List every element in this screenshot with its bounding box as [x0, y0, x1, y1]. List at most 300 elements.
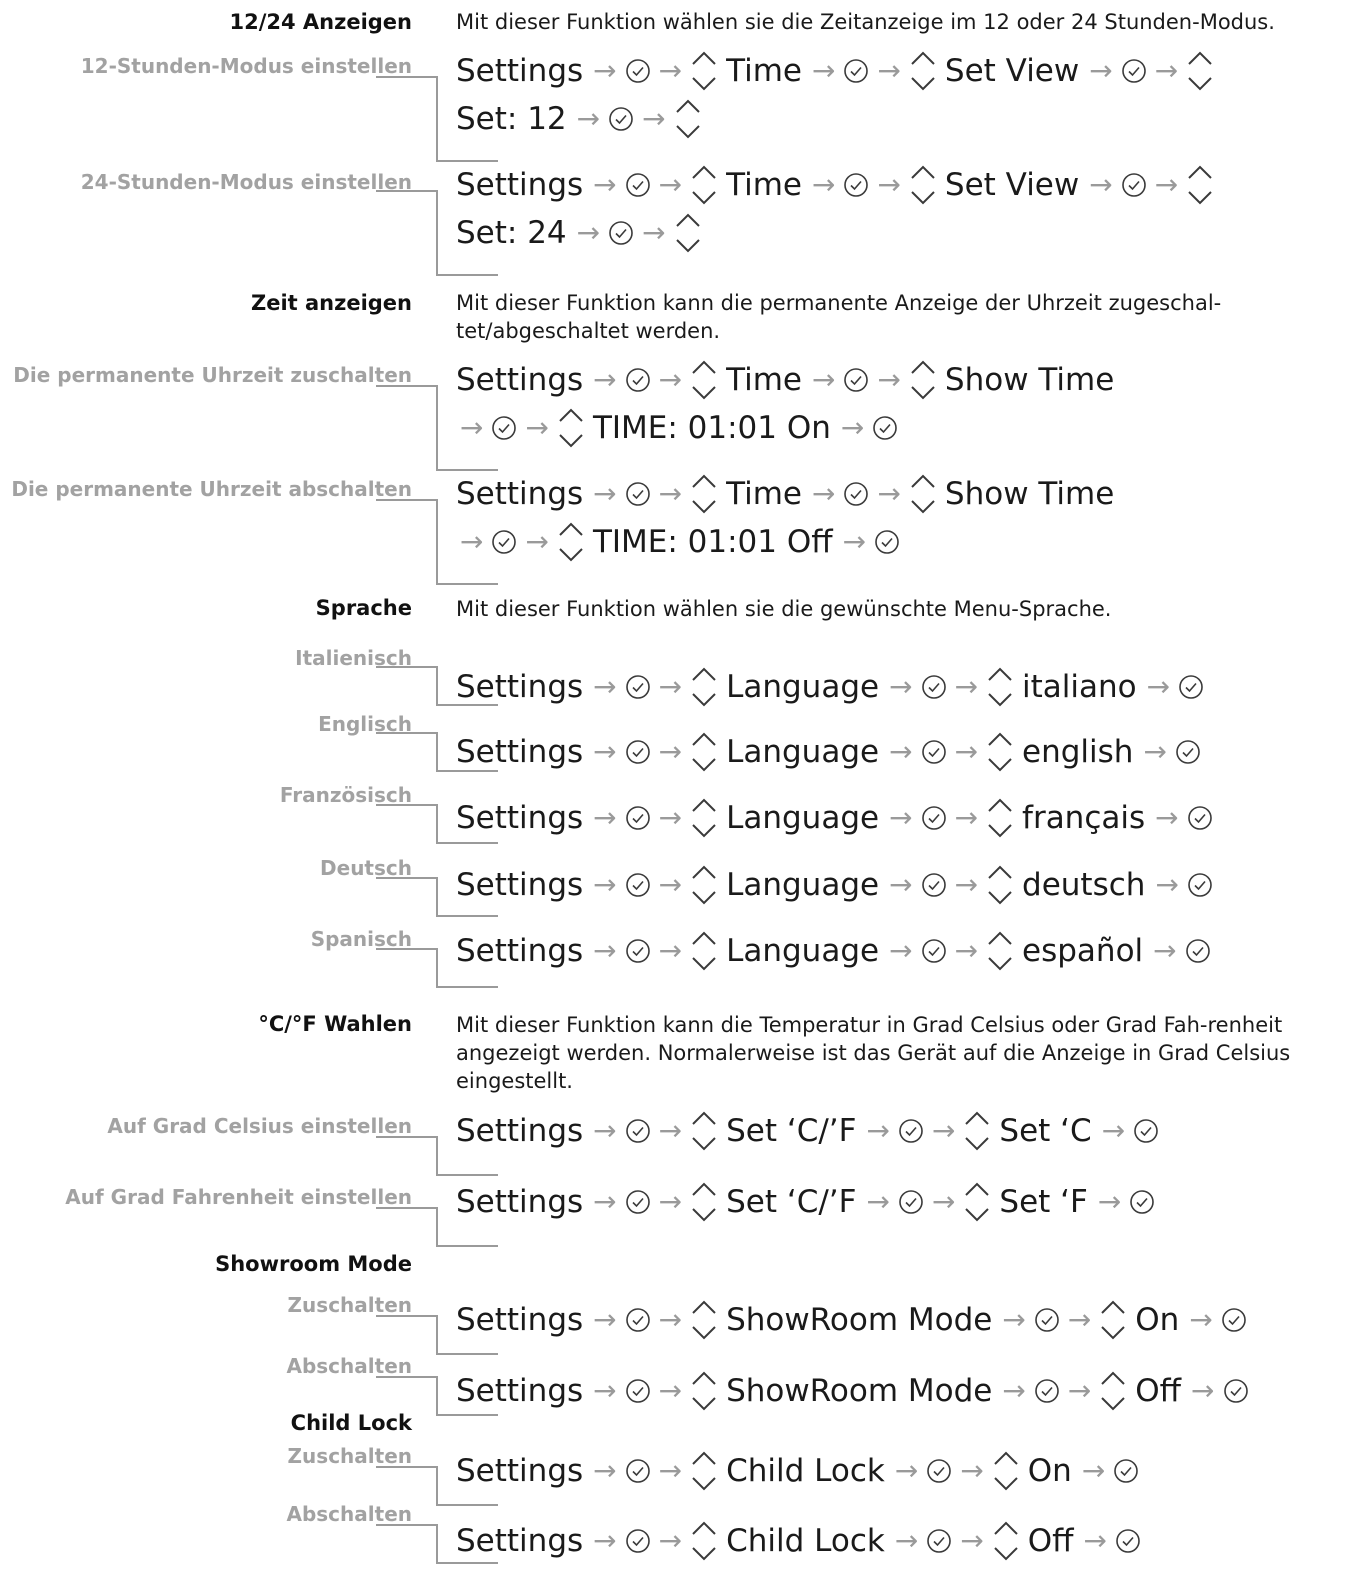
check-circle-icon — [625, 1189, 651, 1215]
arrow-right-icon: → — [593, 801, 617, 834]
arrow-right-icon: → — [1101, 1114, 1126, 1147]
check-circle-icon — [625, 58, 651, 84]
bracket-vertical — [436, 804, 438, 844]
up-down-arrows-icon — [690, 729, 718, 775]
check-circle-icon — [1113, 1458, 1139, 1484]
arrow-right-icon: → — [877, 54, 901, 87]
arrow-right-icon: → — [576, 102, 601, 135]
up-down-arrows-icon — [690, 664, 718, 710]
arrow-right-icon: → — [460, 411, 484, 444]
arrow-right-icon: → — [658, 1454, 683, 1487]
arrow-right-icon: → — [1002, 1374, 1026, 1407]
arrow-right-icon: → — [658, 1303, 683, 1336]
arrow-right-icon: → — [1189, 1303, 1213, 1336]
arrow-right-icon: → — [1067, 1303, 1092, 1336]
arrow-right-icon: → — [1067, 1374, 1092, 1407]
check-circle-icon — [921, 805, 947, 831]
bracket-connector — [376, 76, 436, 78]
up-down-arrows-icon — [674, 210, 702, 256]
menu-path — [456, 519, 904, 565]
bracket-connector — [376, 1524, 436, 1526]
menu-step: english — [1022, 734, 1134, 770]
menu-step: Settings — [456, 362, 584, 398]
bracket-vertical — [436, 1315, 438, 1355]
arrow-right-icon: → — [658, 1374, 683, 1407]
menu-step: Time — [726, 476, 802, 512]
section-description: Mit dieser Funktion wählen sie die gewünschte Menu-Sprache. — [456, 597, 1112, 621]
arrow-right-icon: → — [576, 216, 601, 249]
menu-step: Off — [1027, 1523, 1074, 1559]
arrow-right-icon: → — [593, 168, 617, 201]
menu-path — [456, 1108, 1163, 1154]
check-circle-icon — [1187, 805, 1213, 831]
arrow-right-icon: → — [593, 1303, 617, 1336]
up-down-arrows-icon — [557, 405, 585, 451]
bracket-bottom — [436, 1174, 498, 1176]
check-circle-icon — [921, 938, 947, 964]
step-label: Deutsch — [320, 856, 412, 880]
check-circle-icon — [1187, 872, 1213, 898]
menu-path — [456, 162, 1222, 208]
section-title: Sprache — [315, 596, 412, 620]
bracket-vertical — [436, 1376, 438, 1416]
menu-step: Time — [726, 362, 802, 398]
menu-step: Time — [726, 167, 802, 203]
bracket-connector — [376, 1466, 436, 1468]
bracket-bottom — [436, 1504, 498, 1506]
check-circle-icon — [608, 106, 634, 132]
menu-step: Settings — [456, 669, 584, 705]
up-down-arrows-icon — [674, 96, 702, 142]
up-down-arrows-icon — [690, 357, 718, 403]
arrow-right-icon: → — [889, 735, 913, 768]
arrow-right-icon: → — [658, 477, 683, 510]
arrow-right-icon: → — [877, 363, 901, 396]
check-circle-icon — [1129, 1189, 1155, 1215]
arrow-right-icon: → — [889, 934, 913, 967]
check-circle-icon — [921, 872, 947, 898]
up-down-arrows-icon — [1099, 1297, 1127, 1343]
check-circle-icon — [625, 367, 651, 393]
menu-step: Set View — [944, 53, 1080, 89]
menu-step: Settings — [456, 1113, 584, 1149]
check-circle-icon — [874, 529, 900, 555]
section-title: 12/24 Anzeigen — [229, 10, 412, 34]
menu-step: TIME: 01:01 On — [592, 410, 831, 446]
check-circle-icon — [1034, 1378, 1060, 1404]
arrow-right-icon: → — [593, 868, 617, 901]
arrow-right-icon: → — [593, 1185, 617, 1218]
arrow-right-icon: → — [811, 363, 836, 396]
arrow-right-icon: → — [642, 102, 666, 135]
menu-step: Child Lock — [726, 1523, 885, 1559]
menu-step: On — [1027, 1453, 1072, 1489]
step-label: Die permanente Uhrzeit abschalten — [11, 477, 412, 501]
arrow-right-icon: → — [877, 168, 901, 201]
check-circle-icon — [843, 481, 869, 507]
step-label: Spanisch — [310, 927, 412, 951]
check-circle-icon — [843, 172, 869, 198]
up-down-arrows-icon — [1186, 162, 1214, 208]
check-circle-icon — [926, 1528, 952, 1554]
bracket-bottom — [436, 1353, 498, 1355]
arrow-right-icon: → — [889, 670, 913, 703]
menu-step: Language — [726, 734, 880, 770]
bracket-connector — [376, 1376, 436, 1378]
arrow-right-icon: → — [894, 1524, 919, 1557]
up-down-arrows-icon — [986, 862, 1014, 908]
step-label: Italienisch — [295, 646, 412, 670]
arrow-right-icon: → — [593, 54, 617, 87]
check-circle-icon — [625, 172, 651, 198]
arrow-right-icon: → — [842, 525, 867, 558]
up-down-arrows-icon — [986, 928, 1014, 974]
menu-path — [456, 357, 1120, 403]
arrow-right-icon: → — [960, 1454, 984, 1487]
step-label: Die permanente Uhrzeit zuschalten — [13, 363, 412, 387]
menu-step: Set: 24 — [456, 215, 567, 251]
arrow-right-icon: → — [593, 1114, 617, 1147]
bracket-vertical — [436, 190, 438, 276]
bracket-bottom — [436, 274, 498, 276]
step-label: Auf Grad Fahrenheit einstellen — [65, 1185, 412, 1209]
menu-step: Settings — [456, 1302, 584, 1338]
check-circle-icon — [625, 1378, 651, 1404]
step-label: Abschalten — [286, 1354, 412, 1378]
check-circle-icon — [625, 872, 651, 898]
check-circle-icon — [625, 1458, 651, 1484]
arrow-right-icon: → — [1155, 801, 1179, 834]
bracket-vertical — [436, 76, 438, 162]
menu-step: Child Lock — [726, 1453, 885, 1489]
step-label: Französisch — [279, 783, 412, 807]
arrow-right-icon: → — [931, 1185, 956, 1218]
check-circle-icon — [1178, 674, 1204, 700]
step-label: Zuschalten — [287, 1293, 412, 1317]
up-down-arrows-icon — [690, 1518, 718, 1564]
bracket-bottom — [436, 1245, 498, 1247]
bracket-connector — [376, 804, 436, 806]
step-label: Englisch — [318, 712, 412, 736]
check-circle-icon — [625, 805, 651, 831]
arrow-right-icon: → — [954, 735, 979, 768]
up-down-arrows-icon — [690, 928, 718, 974]
check-circle-icon — [1133, 1118, 1159, 1144]
menu-step: Off — [1135, 1373, 1182, 1409]
up-down-arrows-icon — [557, 519, 585, 565]
check-circle-icon — [898, 1118, 924, 1144]
check-circle-icon — [625, 1118, 651, 1144]
up-down-arrows-icon — [690, 795, 718, 841]
menu-step: ShowRoom Mode — [726, 1373, 993, 1409]
check-circle-icon — [608, 220, 634, 246]
arrow-right-icon: → — [811, 54, 836, 87]
bracket-bottom — [436, 583, 498, 585]
up-down-arrows-icon — [963, 1179, 991, 1225]
bracket-connector — [376, 190, 436, 192]
menu-path — [456, 1368, 1253, 1414]
check-circle-icon — [491, 415, 517, 441]
step-label: 24-Stunden-Modus einstellen — [80, 170, 412, 194]
arrow-right-icon: → — [866, 1185, 890, 1218]
check-circle-icon — [926, 1458, 952, 1484]
arrow-right-icon: → — [811, 168, 836, 201]
arrow-right-icon: → — [1089, 168, 1113, 201]
arrow-right-icon: → — [811, 477, 836, 510]
arrow-right-icon: → — [960, 1524, 984, 1557]
bracket-connector — [376, 499, 436, 501]
bracket-connector — [376, 1136, 436, 1138]
menu-path — [456, 1179, 1159, 1225]
menu-step: español — [1022, 933, 1144, 969]
bracket-connector — [376, 877, 436, 879]
check-circle-icon — [625, 1307, 651, 1333]
check-circle-icon — [1175, 739, 1201, 765]
up-down-arrows-icon — [690, 1297, 718, 1343]
arrow-right-icon: → — [658, 1185, 683, 1218]
arrow-right-icon: → — [1191, 1374, 1215, 1407]
arrow-right-icon: → — [658, 801, 683, 834]
section-description: Mit dieser Funktion kann die permanente Anzeige der Uhrzeit zugeschal-tet/abgeschaltet werden. — [456, 291, 1222, 343]
arrow-right-icon: → — [1002, 1303, 1026, 1336]
check-circle-icon — [1121, 58, 1147, 84]
up-down-arrows-icon — [909, 48, 937, 94]
check-circle-icon — [1223, 1378, 1249, 1404]
menu-step: Settings — [456, 800, 584, 836]
arrow-right-icon: → — [1154, 168, 1179, 201]
arrow-right-icon: → — [593, 735, 617, 768]
bracket-connector — [376, 1207, 436, 1209]
arrow-right-icon: → — [593, 670, 617, 703]
bracket-connector — [376, 1315, 436, 1317]
up-down-arrows-icon — [992, 1518, 1020, 1564]
menu-step: Set ‘F — [999, 1184, 1088, 1220]
step-label: Abschalten — [286, 1502, 412, 1526]
arrow-right-icon: → — [1155, 868, 1179, 901]
menu-step: Language — [726, 867, 880, 903]
arrow-right-icon: → — [1154, 54, 1179, 87]
check-circle-icon — [843, 367, 869, 393]
step-label: 12-Stunden-Modus einstellen — [80, 54, 412, 78]
menu-step: TIME: 01:01 Off — [592, 524, 833, 560]
menu-step: Set ‘C/’F — [726, 1184, 857, 1220]
check-circle-icon — [1185, 938, 1211, 964]
arrow-right-icon: → — [593, 363, 617, 396]
arrow-right-icon: → — [593, 1454, 617, 1487]
arrow-right-icon: → — [593, 934, 617, 967]
menu-step: Settings — [456, 1523, 584, 1559]
bracket-bottom — [436, 986, 498, 988]
check-circle-icon — [625, 739, 651, 765]
up-down-arrows-icon — [690, 1108, 718, 1154]
up-down-arrows-icon — [909, 357, 937, 403]
up-down-arrows-icon — [690, 862, 718, 908]
bracket-vertical — [436, 499, 438, 585]
menu-step: français — [1022, 800, 1146, 836]
menu-step: Language — [726, 669, 880, 705]
menu-step: Language — [726, 800, 880, 836]
bracket-vertical — [436, 948, 438, 988]
menu-step: Settings — [456, 53, 584, 89]
section-description: Mit dieser Funktion kann die Temperatur in Grad Celsius oder Grad Fah-renheit angezeigt werden. Normalerweise ist das Gerät auf die Anzeige in Grad Celsius eingestellt. — [456, 1013, 1291, 1093]
up-down-arrows-icon — [690, 1179, 718, 1225]
menu-path — [456, 1297, 1251, 1343]
menu-path — [456, 862, 1217, 908]
up-down-arrows-icon — [986, 664, 1014, 710]
section-title: Showroom Mode — [215, 1252, 412, 1276]
up-down-arrows-icon — [1099, 1368, 1127, 1414]
arrow-right-icon: → — [658, 168, 683, 201]
menu-step: Settings — [456, 476, 584, 512]
menu-step: Set: 12 — [456, 101, 567, 137]
arrow-right-icon: → — [1089, 54, 1113, 87]
menu-step: Set View — [944, 167, 1080, 203]
bracket-vertical — [436, 1136, 438, 1176]
bracket-vertical — [436, 1466, 438, 1506]
arrow-right-icon: → — [460, 525, 484, 558]
arrow-right-icon: → — [593, 1524, 617, 1557]
menu-step: Settings — [456, 1373, 584, 1409]
arrow-right-icon: → — [658, 1114, 683, 1147]
check-circle-icon — [898, 1189, 924, 1215]
check-circle-icon — [843, 58, 869, 84]
section-title: Child Lock — [290, 1411, 412, 1435]
check-circle-icon — [1115, 1528, 1141, 1554]
arrow-right-icon: → — [593, 1374, 617, 1407]
check-circle-icon — [1034, 1307, 1060, 1333]
menu-path — [456, 471, 1120, 517]
up-down-arrows-icon — [1186, 48, 1214, 94]
arrow-right-icon: → — [593, 477, 617, 510]
menu-step: Set ‘C — [999, 1113, 1092, 1149]
menu-step: ShowRoom Mode — [726, 1302, 993, 1338]
check-circle-icon — [625, 1528, 651, 1554]
step-label: Auf Grad Celsius einstellen — [107, 1114, 412, 1138]
arrow-right-icon: → — [954, 934, 979, 967]
menu-path — [456, 48, 1222, 94]
bracket-connector — [376, 948, 436, 950]
menu-path — [456, 1518, 1145, 1564]
bracket-bottom — [436, 842, 498, 844]
arrow-right-icon: → — [642, 216, 666, 249]
up-down-arrows-icon — [986, 795, 1014, 841]
up-down-arrows-icon — [690, 471, 718, 517]
arrow-right-icon: → — [658, 735, 683, 768]
up-down-arrows-icon — [992, 1448, 1020, 1494]
arrow-right-icon: → — [894, 1454, 919, 1487]
arrow-right-icon: → — [1143, 735, 1167, 768]
arrow-right-icon: → — [658, 868, 683, 901]
menu-step: Settings — [456, 1453, 584, 1489]
menu-step: On — [1135, 1302, 1180, 1338]
arrow-right-icon: → — [525, 411, 549, 444]
menu-step: italiano — [1022, 669, 1137, 705]
bracket-connector — [376, 732, 436, 734]
arrow-right-icon: → — [1083, 1524, 1108, 1557]
section-title: Zeit anzeigen — [250, 291, 412, 315]
arrow-right-icon: → — [658, 1524, 683, 1557]
menu-step: Settings — [456, 867, 584, 903]
arrow-right-icon: → — [866, 1114, 890, 1147]
arrow-right-icon: → — [658, 363, 683, 396]
arrow-right-icon: → — [1146, 670, 1171, 703]
menu-step: Settings — [456, 1184, 584, 1220]
arrow-right-icon: → — [954, 670, 979, 703]
check-circle-icon — [491, 529, 517, 555]
check-circle-icon — [872, 415, 898, 441]
arrow-right-icon: → — [931, 1114, 956, 1147]
menu-path — [456, 795, 1217, 841]
bracket-vertical — [436, 385, 438, 471]
arrow-right-icon: → — [1081, 1454, 1106, 1487]
arrow-right-icon: → — [658, 54, 683, 87]
check-circle-icon — [625, 938, 651, 964]
menu-step: Set ‘C/’F — [726, 1113, 857, 1149]
arrow-right-icon: → — [954, 868, 979, 901]
up-down-arrows-icon — [690, 1368, 718, 1414]
bracket-vertical — [436, 732, 438, 772]
arrow-right-icon: → — [877, 477, 901, 510]
menu-step: Show Time — [944, 476, 1115, 512]
menu-path — [456, 210, 710, 256]
step-label: Zuschalten — [287, 1444, 412, 1468]
check-circle-icon — [1121, 172, 1147, 198]
arrow-right-icon: → — [658, 934, 683, 967]
menu-step: Settings — [456, 167, 584, 203]
menu-step: Show Time — [944, 362, 1115, 398]
bracket-bottom — [436, 915, 498, 917]
arrow-right-icon: → — [525, 525, 549, 558]
bracket-vertical — [436, 877, 438, 917]
menu-step: Language — [726, 933, 880, 969]
menu-path — [456, 405, 902, 451]
bracket-vertical — [436, 1524, 438, 1564]
bracket-connector — [376, 666, 436, 668]
menu-path — [456, 96, 710, 142]
arrow-right-icon: → — [658, 670, 683, 703]
up-down-arrows-icon — [909, 471, 937, 517]
menu-path — [456, 664, 1208, 710]
up-down-arrows-icon — [986, 729, 1014, 775]
arrow-right-icon: → — [840, 411, 865, 444]
menu-path — [456, 928, 1215, 974]
menu-path — [456, 1448, 1143, 1494]
arrow-right-icon: → — [889, 801, 913, 834]
up-down-arrows-icon — [690, 162, 718, 208]
section-title: °C/°F Wahlen — [258, 1012, 412, 1036]
bracket-vertical — [436, 666, 438, 706]
menu-step: Settings — [456, 933, 584, 969]
arrow-right-icon: → — [889, 868, 913, 901]
bracket-bottom — [436, 1414, 498, 1416]
arrow-right-icon: → — [954, 801, 979, 834]
up-down-arrows-icon — [909, 162, 937, 208]
check-circle-icon — [1221, 1307, 1247, 1333]
up-down-arrows-icon — [690, 48, 718, 94]
check-circle-icon — [921, 739, 947, 765]
section-description: Mit dieser Funktion wählen sie die Zeitanzeige im 12 oder 24 Stunden-Modus. — [456, 10, 1275, 34]
up-down-arrows-icon — [963, 1108, 991, 1154]
menu-path — [456, 729, 1205, 775]
arrow-right-icon: → — [1153, 934, 1177, 967]
bracket-connector — [376, 385, 436, 387]
up-down-arrows-icon — [690, 1448, 718, 1494]
bracket-vertical — [436, 1207, 438, 1247]
check-circle-icon — [625, 674, 651, 700]
arrow-right-icon: → — [1097, 1185, 1122, 1218]
menu-step: deutsch — [1022, 867, 1146, 903]
check-circle-icon — [921, 674, 947, 700]
